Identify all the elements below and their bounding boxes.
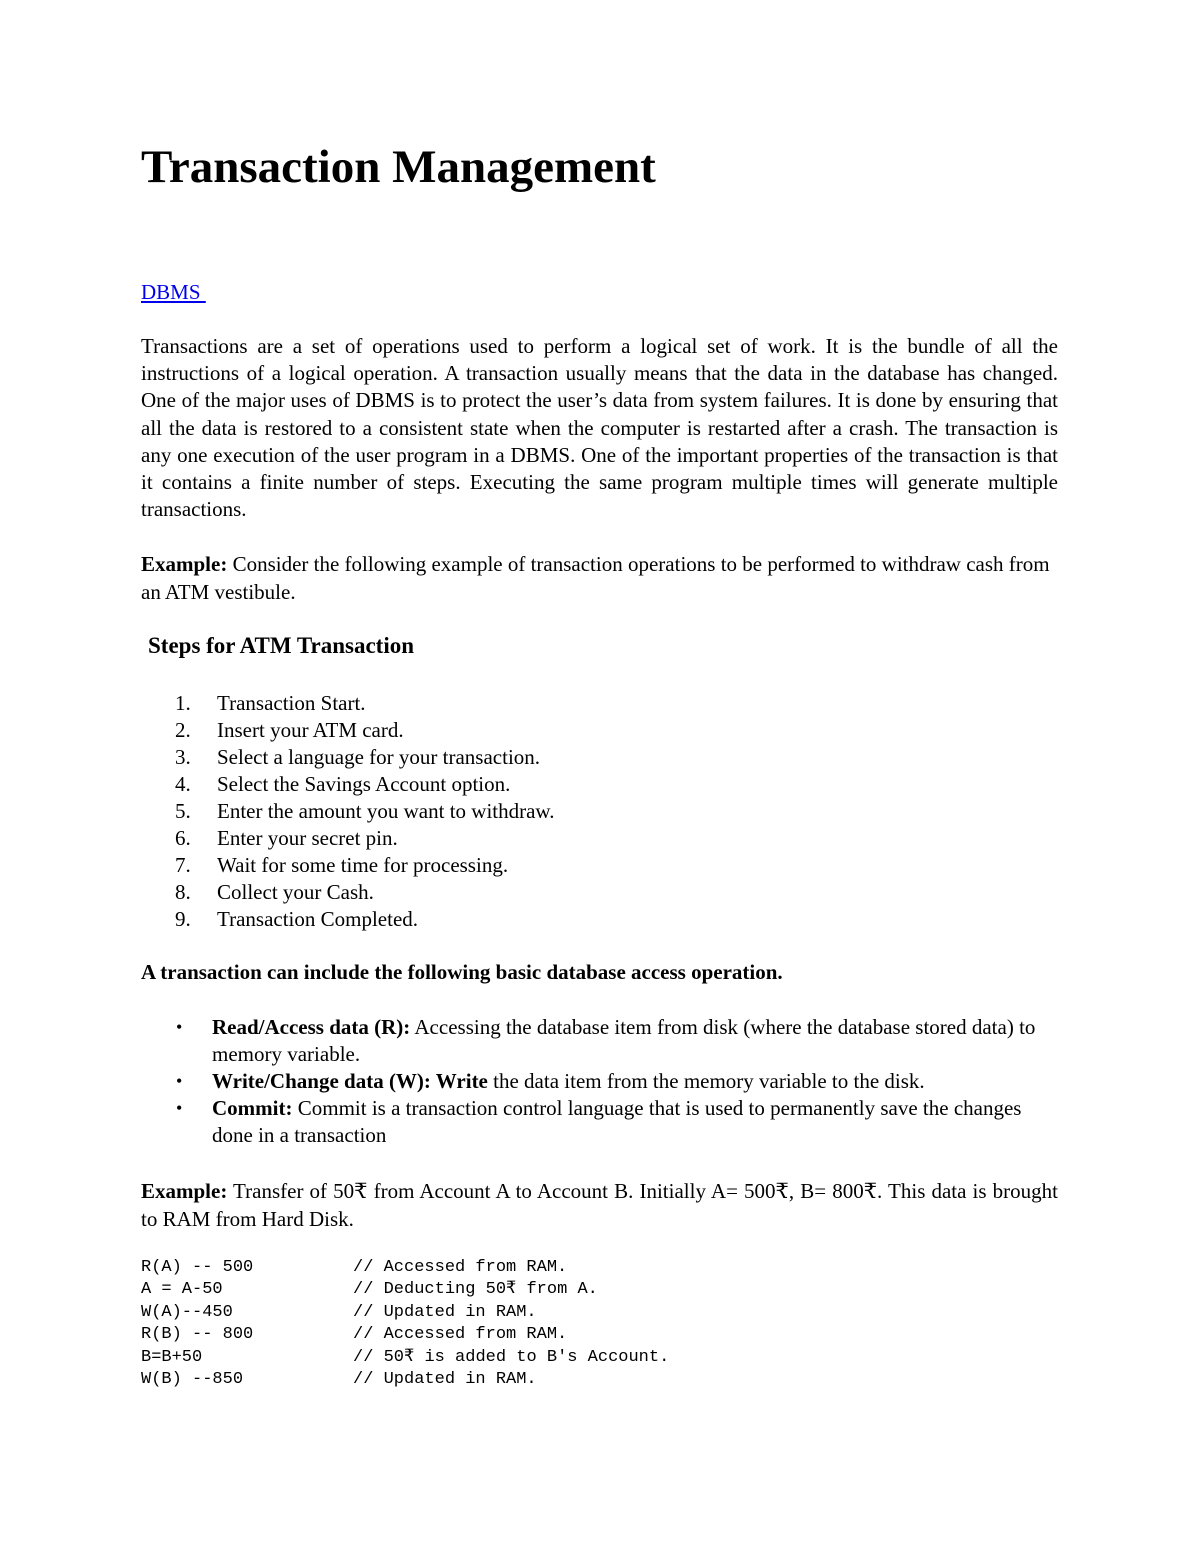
example-label: Example:	[141, 552, 228, 576]
list-item	[0, 1014, 1058, 1068]
list-item	[0, 1095, 1058, 1149]
step-number: 4.	[175, 772, 191, 796]
bullet-icon: •	[176, 1017, 183, 1037]
step-text: Transaction Completed.	[217, 907, 419, 931]
step-number: 3.	[175, 745, 191, 769]
step-text: Wait for some time for processing.	[217, 853, 509, 877]
operation-label: Write/Change data (W): Write	[212, 1069, 488, 1093]
step-text: Collect your Cash.	[217, 880, 374, 904]
example-text: Transfer of 50₹ from Account A to Account B. Initially A= 500₹, B= 800₹. This data is brought to RAM from Hard Disk.	[141, 1179, 1058, 1231]
code-comment: // 50₹ is added to B's Account.	[353, 1347, 670, 1367]
code-comment: // Updated in RAM.	[353, 1302, 537, 1322]
operation-label: Commit:	[212, 1096, 293, 1120]
bullet-icon: •	[176, 1071, 183, 1091]
steps-heading: Steps for ATM Transaction	[148, 633, 415, 658]
code-statement: W(A)--450	[141, 1302, 233, 1322]
dbms-link[interactable]: DBMS	[141, 280, 206, 304]
step-number: 2.	[175, 718, 191, 742]
step-text: Select the Savings Account option.	[217, 772, 511, 796]
operation-text: Commit is a transaction control language that is used to permanently save the changes done in a transaction	[212, 1096, 1022, 1147]
step-text: Insert your ATM card.	[217, 718, 404, 742]
code-statement: A = A-50	[141, 1280, 223, 1300]
code-statement: W(B) --850	[141, 1369, 244, 1389]
step-number: 8.	[175, 880, 191, 904]
operation-label: Read/Access data (R):	[212, 1015, 411, 1039]
step-text: Enter the amount you want to withdraw.	[217, 799, 555, 823]
operations-list	[0, 1014, 1058, 1149]
operation-text: the data item from the memory variable to the disk.	[487, 1069, 925, 1093]
code-statement: B=B+50	[141, 1347, 203, 1367]
list-item	[0, 1068, 1058, 1095]
step-text: Enter your secret pin.	[217, 826, 398, 850]
code-comment: // Deducting 50₹ from A.	[353, 1280, 598, 1300]
code-statement: R(A) -- 500	[141, 1258, 254, 1277]
code-comment: // Accessed from RAM.	[353, 1325, 568, 1345]
code-comment: // Updated in RAM.	[353, 1369, 537, 1389]
example-paragraph-1	[141, 551, 1058, 606]
step-text: Select a language for your transaction.	[217, 745, 541, 769]
step-number: 1.	[175, 691, 191, 715]
example-label: Example:	[141, 1179, 228, 1203]
operation-text: Accessing the database item from disk (where the database stored data) to memory variable.	[212, 1015, 1036, 1066]
step-text: Transaction Start.	[217, 691, 366, 715]
step-number: 6.	[175, 826, 191, 850]
step-number: 7.	[175, 853, 191, 877]
page-title: Transaction Management	[141, 141, 656, 193]
intro-paragraph: Transactions are a set of operations used to perform a logical set of work. It is the bundle of all the instructions of a logical operation. A transaction usually means that the data in the database has changed. One of the major uses of DBMS is to protect the user’s data from system failures. It is done by ensuring that all the data is restored to a consistent state when the computer is restarted after a crash. The transaction is any one execution of the user program in a DBMS. One of the important properties of the transaction is that it contains a finite number of steps. Executing the same program multiple times will generate multiple transactions.	[141, 334, 1058, 522]
step-number: 9.	[175, 907, 191, 931]
example-paragraph-2	[141, 1177, 1058, 1233]
operations-heading: A transaction can include the following basic database access operation.	[141, 960, 783, 984]
step-number: 5.	[175, 799, 191, 823]
example-text: Consider the following example of transaction operations to be performed to withdraw cash from an ATM vestibule.	[141, 552, 1050, 604]
code-comment: // Accessed from RAM.	[353, 1258, 568, 1277]
bullet-icon: •	[176, 1098, 183, 1118]
code-statement: R(B) -- 800	[141, 1325, 254, 1345]
